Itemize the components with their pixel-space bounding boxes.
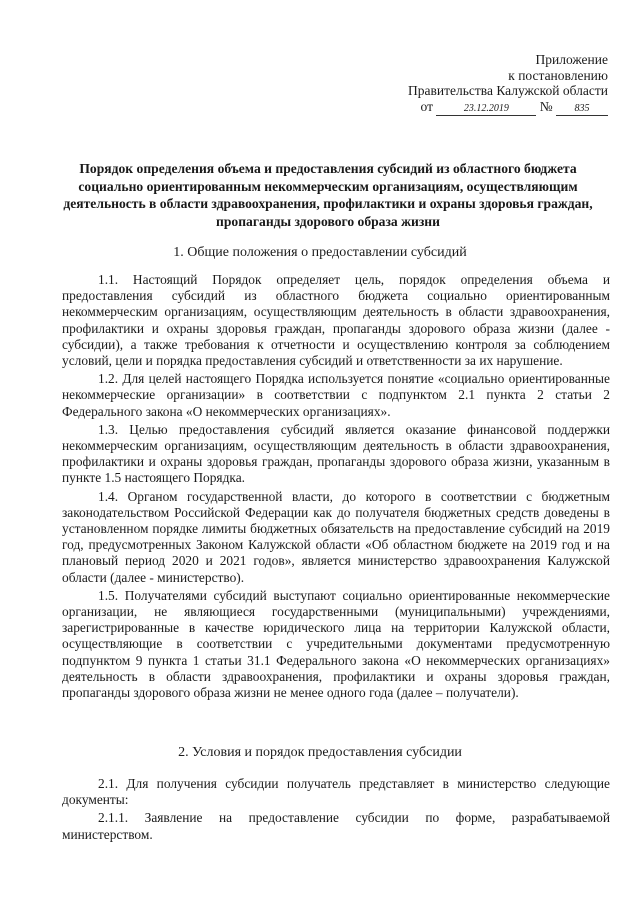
paragraph-1-2: 1.2. Для целей настоящего Порядка используется понятие «социально ориентированные некоммерческие организации» в соответствии с подпунктом 2.1 пункта 2 статьи 2 Федерального закона «О некоммерческих организациях».: [62, 371, 610, 419]
section-2-heading: 2. Условия и порядок предоставления субсидии: [178, 745, 462, 760]
resolution-date: 23.12.2019: [436, 103, 536, 116]
resolution-label: к постановлению: [508, 67, 608, 83]
paragraph-2-1-1: 2.1.1. Заявление на предоставление субсидии по форме, разрабатываемой министерством.: [62, 810, 610, 842]
resolution-number: 835: [556, 103, 608, 116]
from-label: от: [420, 98, 433, 114]
document-title: Порядок определения объема и предоставления субсидий из областного бюджета социально ориентированным некоммерческим организациям, осуществляющим деятельность в области здравоохранения, профилактики и охраны здоровья граждан, пропаганды здорового образа жизни: [63, 161, 593, 229]
date-number-line: [408, 99, 608, 116]
section-1-heading: 1. Общие положения о предоставлении субсидий: [173, 245, 467, 260]
paragraph-1-3: 1.3. Целью предоставления субсидий является оказание финансовой поддержки некоммерческим организациям, осуществляющим деятельность в области здравоохранения, профилактики и охраны здоровья граждан, пропаганды здорового образа жизни, указанным в пункте 1.5 настоящего Порядка.: [62, 421, 610, 486]
paragraph-1-4: 1.4. Органом государственной власти, до которого в соответствии с бюджетным законодательством Российской Федерации как до получателя бюджетных средств доведены в установленном порядке лимиты бюджетных обязательств на предоставление субсидий на 2019 год, предусмотренных Законом Калужской области «Об областном бюджете на 2019 год и на плановый период 2020 и 2021 годов», является министерство здравоохранения Калужской области (далее - министерство).: [62, 488, 610, 585]
number-sign: №: [539, 98, 553, 114]
paragraph-2-1: 2.1. Для получения субсидии получатель представляет в министерство следующие документы:: [62, 776, 610, 808]
paragraph-1-5: 1.5. Получателями субсидий выступают социально ориентированные некоммерческие организации, не являющиеся государственными (муниципальными) учреждениями, зарегистрированные в качестве юридического лица на территории Калужской области, осуществляющие в соответствии с учредительными документами предусмотренную подпунктом 9 пункта 1 статьи 31.1 Федерального закона «О некоммерческих организациях» деятельность в области здравоохранения, профилактики и охраны здоровья граждан, пропаганды здорового образа жизни не менее одного года (далее – получатели).: [62, 587, 610, 701]
appendix-header: [408, 52, 608, 116]
paragraph-1-1: 1.1. Настоящий Порядок определяет цель, порядок определения объема и предоставления субсидий из областного бюджета социально ориентированным некоммерческим организациям, осуществляющим деятельность в области здравоохранения, профилактики и охраны здоровья граждан, пропаганды здорового образа жизни (далее - субсидии), а также требования к отчетности и осуществлению контроля за соблюдением условий, цели и порядка предоставления субсидий и ответственности за их нарушение.: [62, 272, 610, 369]
section-2-body: [62, 776, 610, 845]
government-label: Правительства Калужской области: [407, 83, 608, 98]
appendix-label: Приложение: [535, 52, 608, 67]
section-1-body: [62, 272, 610, 703]
